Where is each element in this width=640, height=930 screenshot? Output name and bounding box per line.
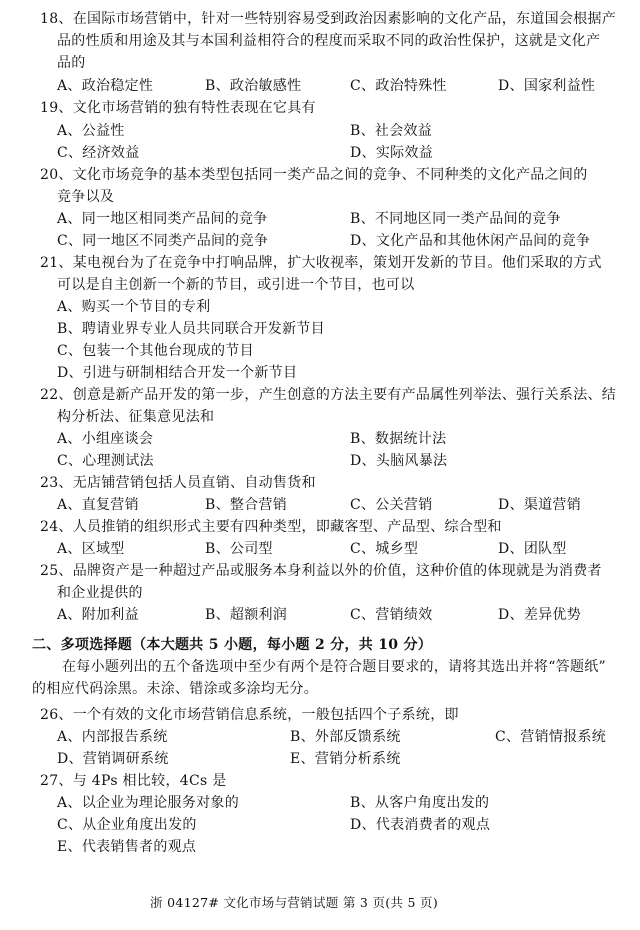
option-d: D、团队型 <box>498 541 567 557</box>
section-instructions: 的相应代码涂黑。未涂、错涂或多涂均无分。 <box>32 681 318 697</box>
page-footer: 浙 04127# 文化市场与营销试题 第 3 页(共 5 页) <box>150 895 439 910</box>
question-23-stem: 23、无店铺营销包括人员直销、自动售货和 <box>40 475 316 491</box>
option-d: D、实际效益 <box>350 145 434 161</box>
question-18-stem: 品的 <box>57 55 86 71</box>
question-27-stem: 27、与 4Ps 相比较，4Cs 是 <box>40 773 227 789</box>
question-20-stem: 竞争以及 <box>57 189 115 205</box>
question-25-stem: 和企业提供的 <box>57 585 143 601</box>
option-b: B、数据统计法 <box>350 431 447 447</box>
option-c: C、从企业角度出发的 <box>57 817 197 833</box>
option-b: B、社会效益 <box>350 123 433 139</box>
option-d: D、差异优势 <box>498 607 582 623</box>
question-22-stem: 构分析法、征集意见法和 <box>57 409 215 425</box>
option-b: B、不同地区同一类产品间的竞争 <box>350 211 561 227</box>
option-b: B、整合营销 <box>205 497 288 513</box>
option-d: D、引进与研制相结合开发一个新节目 <box>57 365 298 381</box>
question-18-stem: 18、在国际市场营销中，针对一些特别容易受到政治因素影响的文化产品，东道国会根据产 <box>40 11 617 27</box>
question-21-stem: 21、某电视台为了在竞争中打响品牌，扩大收视率，策划开发新的节目。他们采取的方式 <box>40 255 602 271</box>
option-a: A、附加利益 <box>57 607 139 623</box>
option-e: E、代表销售者的观点 <box>57 839 197 855</box>
option-a: A、小组座谈会 <box>57 431 154 447</box>
option-c: C、包装一个其他台现成的节目 <box>57 343 254 359</box>
option-c: C、同一地区不同类产品间的竞争 <box>57 233 269 249</box>
option-b: B、超额利润 <box>205 607 288 623</box>
option-b: B、政治敏感性 <box>205 78 302 94</box>
option-a: A、购买一个节目的专利 <box>57 299 211 315</box>
option-c: C、公关营销 <box>350 497 433 513</box>
option-b: B、从客户角度出发的 <box>350 795 490 811</box>
option-c: C、营销情报系统 <box>495 729 607 745</box>
option-d: D、头脑风暴法 <box>350 453 448 469</box>
option-c: C、城乡型 <box>350 541 419 557</box>
question-21-stem: 可以是自主创新一个新的节目，或引进一个节目，也可以 <box>57 277 415 293</box>
option-e: E、营销分析系统 <box>290 751 401 767</box>
option-c: C、政治特殊性 <box>350 78 447 94</box>
option-c: C、营销绩效 <box>350 607 433 623</box>
option-d: D、文化产品和其他休闲产品间的竞争 <box>350 233 591 249</box>
option-d: D、渠道营销 <box>498 497 582 513</box>
section-heading: 二、多项选择题（本大题共 5 小题，每小题 2 分，共 10 分） <box>32 637 433 653</box>
option-d: D、国家利益性 <box>498 78 596 94</box>
question-26-stem: 26、一个有效的文化市场营销信息系统，一般包括四个子系统，即 <box>40 707 459 723</box>
option-a: A、区域型 <box>57 541 125 557</box>
question-24-stem: 24、人员推销的组织形式主要有四种类型，即藏客型、产品型、综合型和 <box>40 519 502 535</box>
option-d: D、营销调研系统 <box>57 751 169 767</box>
option-a: A、直复营销 <box>57 497 139 513</box>
option-c: C、心理测试法 <box>57 453 154 469</box>
question-22-stem: 22、创意是新产品开发的第一步，产生创意的方法主要有产品属性列举法、强行关系法、结 <box>40 387 617 403</box>
option-d: D、代表消费者的观点 <box>350 817 491 833</box>
section-instructions: 在每小题列出的五个备选项中至少有两个是符合题目要求的，请将其选出并将“答题纸” <box>62 659 607 675</box>
option-a: A、公益性 <box>57 123 125 139</box>
option-b: B、聘请业界专业人员共同联合开发新节目 <box>57 321 325 337</box>
option-a: A、以企业为理论服务对象的 <box>57 795 240 811</box>
question-19-stem: 19、文化市场营销的独有特性表现在它具有 <box>40 100 316 116</box>
option-a: A、同一地区相同类产品间的竞争 <box>57 211 268 227</box>
question-20-stem: 20、文化市场竞争的基本类型包括同一类产品之间的竞争、不同种类的文化产品之间的 <box>40 167 588 183</box>
option-b: B、外部反馈系统 <box>290 729 401 745</box>
question-18-stem: 品的性质和用途及其与本国利益相符合的程度而采取不同的政治性保护，这就是文化产 <box>57 33 601 49</box>
option-c: C、经济效益 <box>57 145 140 161</box>
question-25-stem: 25、品牌资产是一种超过产品或服务本身利益以外的价值，这种价值的体现就是为消费者 <box>40 563 602 579</box>
option-a: A、内部报告系统 <box>57 729 168 745</box>
option-a: A、政治稳定性 <box>57 78 154 94</box>
option-b: B、公司型 <box>205 541 273 557</box>
